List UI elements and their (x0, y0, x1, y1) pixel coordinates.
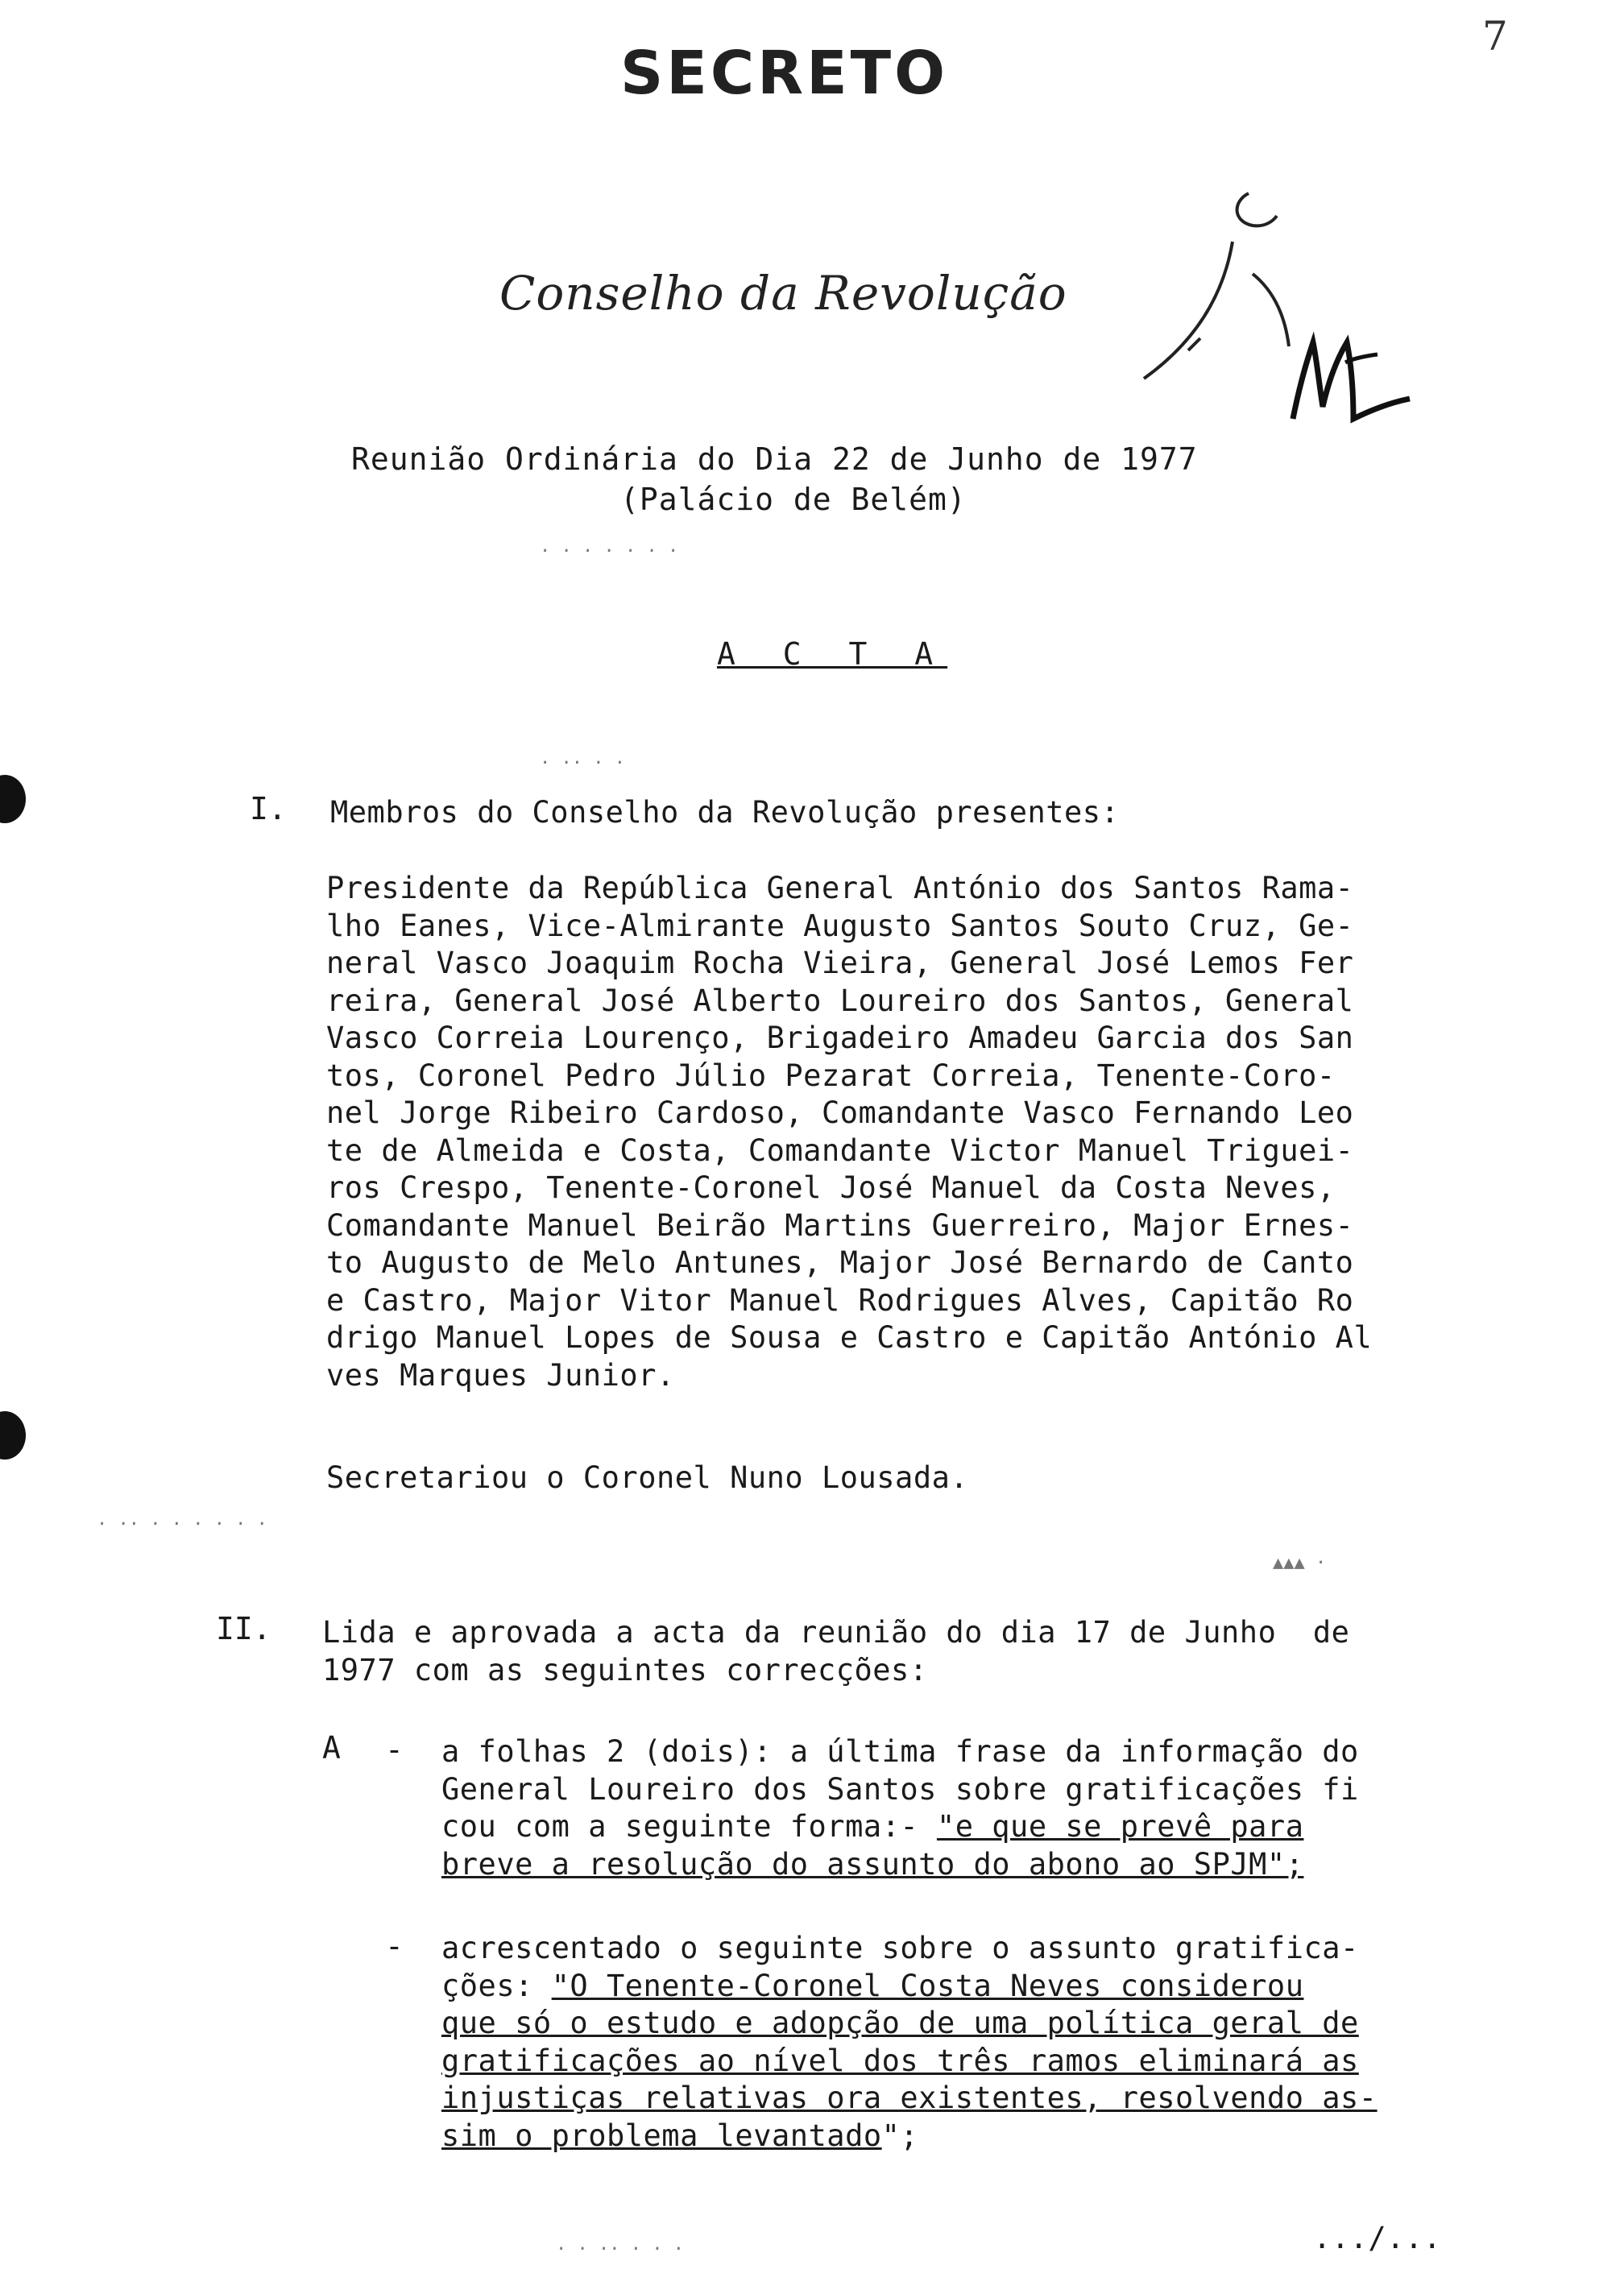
continuation-mark: .../... (1313, 2221, 1442, 2255)
members-line: reira, General José Alberto Loureiro dos Santos, General (326, 983, 1354, 1018)
item-a-text (441, 1733, 1359, 1883)
secretary-note: Secretariou o Coronel Nuno Lousada. (326, 1460, 969, 1495)
members-line: nel Jorge Ribeiro Cardoso, Comandante Vasco Fernando Leo (326, 1095, 1354, 1130)
section-number-2: II. (216, 1611, 271, 1646)
section-number-1: I. (250, 791, 287, 826)
members-line: e Castro, Major Vitor Manuel Rodrigues Alves, Capitão Ro (326, 1282, 1354, 1318)
intro-line: Lida e aprovada a acta da reunião do dia 17 de Junho de (322, 1615, 1350, 1650)
scan-artifact: · ·· · · (540, 753, 625, 773)
page-mark: 7 (1482, 13, 1508, 60)
members-line: te de Almeida e Costa, Comandante Victor Manuel Triguei- (326, 1133, 1354, 1168)
members-line: drigo Manuel Lopes de Sousa e Castro e Capitão António Al (326, 1320, 1373, 1355)
item-b-text (441, 1930, 1378, 2155)
item-b-quote-line: que só o estudo e adopção de uma política geral de (441, 2006, 1359, 2040)
members-line: Presidente da República General António dos Santos Rama- (326, 871, 1354, 905)
members-line: tos, Coronel Pedro Júlio Pezarat Correia, Tenente-Coro- (326, 1058, 1336, 1093)
item-a-dash: - (385, 1732, 404, 1767)
members-list (326, 870, 1372, 1394)
meeting-location: (Palácio de Belém) (620, 482, 967, 517)
item-b-line-start: ções: (441, 1968, 552, 2003)
members-line: Vasco Correia Lourenço, Brigadeiro Amadeu Garcia dos San (326, 1021, 1354, 1055)
members-line: neral Vasco Joaquim Rocha Vieira, General José Lemos Fer (326, 946, 1354, 980)
scan-artifact: · ·· · · · · · · (97, 1514, 267, 1534)
punch-hole-bottom (0, 1411, 26, 1460)
section-1-heading: Membros do Conselho da Revolução presentes: (330, 795, 1120, 830)
item-b-line (441, 2118, 1378, 2155)
members-line: to Augusto de Melo Antunes, Major José Bernardo de Canto (326, 1245, 1354, 1280)
scan-artifact: · · ·· · · · (556, 2239, 684, 2259)
document-title: A C T A (717, 636, 948, 672)
item-a-label: A (322, 1730, 341, 1766)
section-2-intro (322, 1614, 1349, 1689)
intro-line: 1977 com as seguintes correcções: (322, 1652, 928, 1687)
members-line: ves Marques Junior. (326, 1357, 675, 1393)
item-b-quote-line: injustiças relativas ora existentes, resolvendo as- (441, 2081, 1378, 2115)
item-b-quote-start: "O Tenente-Coronel Costa Neves considerou (551, 1968, 1304, 2003)
item-a-quote-start: "e que se prevê para (936, 1809, 1304, 1844)
item-a-quote-end: breve a resolução do assunto do abono ao SPJM"; (441, 1846, 1304, 1882)
members-line: Comandante Manuel Beirão Martins Guerreiro, Major Ernes- (326, 1207, 1354, 1243)
handwritten-signature (1112, 177, 1434, 451)
scan-artifact: ▲▲▲ · (1273, 1553, 1327, 1573)
item-a-line (441, 1808, 1359, 1846)
members-line: lho Eanes, Vice-Almirante Augusto Santos Souto Cruz, Ge- (326, 908, 1354, 943)
item-a-line: a folhas 2 (dois): a última frase da informação do (441, 1734, 1359, 1769)
item-a-line: General Loureiro dos Santos sobre gratificações fi (441, 1771, 1359, 1807)
secret-stamp: SECRETO (620, 39, 949, 108)
item-b-line-end: "; (881, 2118, 919, 2153)
members-line: ros Crespo, Tenente-Coronel José Manuel da Costa Neves, (326, 1170, 1336, 1205)
meeting-title: Reunião Ordinária do Dia 22 de Junho de 1977 (351, 441, 1198, 477)
scan-artifact: · · · · · · · (540, 541, 679, 561)
item-a-line-start: cou com a seguinte forma:- (441, 1809, 937, 1844)
item-b-dash: - (385, 1928, 404, 1964)
item-b-quote-end: sim o problema levantado (441, 2118, 882, 2153)
letterhead: Conselho da Revolução (499, 266, 1067, 321)
item-b-quote-line: gratificações ao nível dos três ramos eliminará as (441, 2043, 1359, 2078)
item-b-line (441, 1968, 1378, 2006)
item-b-line: acrescentado o seguinte sobre o assunto gratifica- (441, 1931, 1359, 1965)
punch-hole-top (0, 775, 26, 823)
